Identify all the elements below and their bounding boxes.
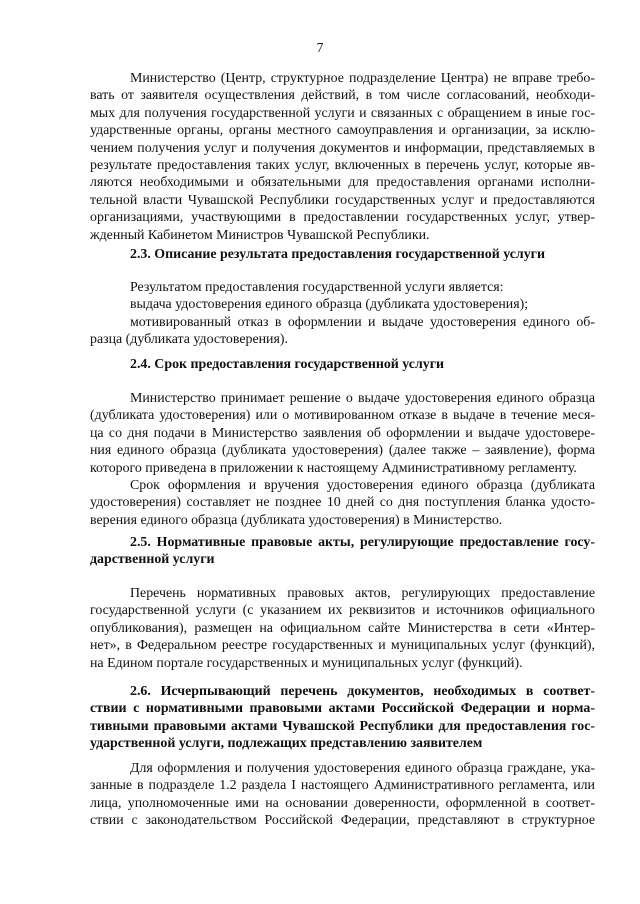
text-line: ляются необходимыми и обязательными для предоставления органами исполни- [90, 175, 595, 191]
heading-line: ударственной услуги, подлежащих представлению заявителем [90, 736, 483, 752]
text-line: Результатом предоставления государственной услуги является: [130, 280, 504, 295]
text-line: на Едином портале государственных и муниципальных услуг (функций). [90, 655, 523, 671]
paragraph-ministry-restrictions [90, 70, 595, 244]
text-line: жденный Кабинетом Министров Чувашской Республики. [90, 227, 430, 243]
text-line: Министерство принимает решение о выдаче удостоверения единого образца [130, 391, 595, 406]
heading-line: 2.6. Исчерпывающий перечень документов, необходимых в соответ- [130, 684, 595, 699]
text-line: Перечень нормативных правовых актов, регулирующих предоставление [130, 586, 595, 601]
heading-line: 2.3. Описание результата предоставления государственной услуги [130, 247, 545, 262]
text-line: ца со дня подачи в Министерство заявления об оформлении и выдаче удостовере- [90, 425, 595, 441]
text-line: Для оформления и получения удостоверения единого образца граждане, ука- [130, 761, 595, 776]
paragraph-service-term [90, 390, 595, 529]
heading-line: тивными правовыми актами Чувашской Республики для предоставления гос- [90, 718, 595, 734]
section-heading-2-5 [90, 534, 595, 569]
text-line: мых для получения государственной услуги и связанных с обращением в иные гос- [90, 105, 595, 121]
text-line: опубликования), размещен на официальном сайте Министерства в сети «Интер- [90, 620, 595, 636]
section-heading-2-4 [90, 356, 595, 373]
paragraph-legal-acts [90, 585, 595, 672]
text-line: (дубликата удостоверения) или о мотивированном отказе в выдаче в течение меся- [90, 408, 595, 424]
heading-line: ствии с нормативными правовыми актами Российской Федерации и норма- [90, 701, 595, 717]
text-line: которого приведена в приложении к настоящему Административному регламенту. [90, 460, 577, 476]
text-line: ния единого образца (дубликата удостоверения) (далее также – заявление), форма [90, 443, 595, 459]
text-line: организациями, участвующими в предоставлении государственных услуг, утвер- [90, 210, 595, 226]
paragraph-documents-list [90, 760, 595, 830]
text-line: Министерство (Центр, структурное подразделение Центра) не вправе требо- [130, 71, 595, 86]
text-line: занные в подразделе 1.2 раздела I настоящего Административного регламента, или [90, 778, 595, 794]
text-line: лица, уполномоченные ими на основании доверенности, оформленной в соответ- [90, 795, 595, 811]
text-line: Срок оформления и вручения удостоверения единого образца (дубликата [130, 477, 595, 493]
text-line: результате предоставления таких услуг, включенных в перечень услуг, которые яв- [90, 157, 595, 173]
text-line: разца (дубликата удостоверения). [90, 332, 288, 348]
text-line: мотивированный отказ в оформлении и выдаче удостоверения единого об- [130, 314, 595, 330]
text-line: тельной власти Чувашской Республики государственных услуг и предоставляются [90, 192, 595, 208]
heading-line: 2.4. Срок предоставления государственной услуги [130, 357, 445, 372]
text-line: верения единого образца (дубликата удостоверения) в Министерство. [90, 512, 503, 528]
text-line: выдача удостоверения единого образца (дубликата удостоверения); [130, 297, 529, 313]
section-heading-2-6 [90, 683, 595, 753]
text-line: государственной услуги (с указанием их реквизитов и источников официального [90, 603, 595, 619]
text-line: нет», в Федеральном реестре государственных и муниципальных услуг (функций), [90, 638, 595, 654]
text-line: удостоверения) составляет не позднее 10 дней со дня поступления бланка удосто- [90, 495, 595, 511]
text-line: чением получения услуг и получения документов и информации, представляемых в [90, 140, 595, 156]
heading-line: дарственной услуги [90, 552, 215, 568]
heading-line: 2.5. Нормативные правовые акты, регулирующие предоставление госу- [130, 535, 595, 550]
text-line: вать от заявителя осуществления действий, в том числе согласований, необходи- [90, 88, 595, 104]
page-number: 7 [316, 40, 324, 55]
text-line: ствии с законодательством Российской Федерации, представляют в структурное [90, 813, 595, 829]
paragraph-service-result [90, 279, 595, 349]
section-heading-2-3 [90, 246, 595, 263]
text-line: ударственные органы, органы местного самоуправления и организации, за исклю- [90, 123, 595, 139]
